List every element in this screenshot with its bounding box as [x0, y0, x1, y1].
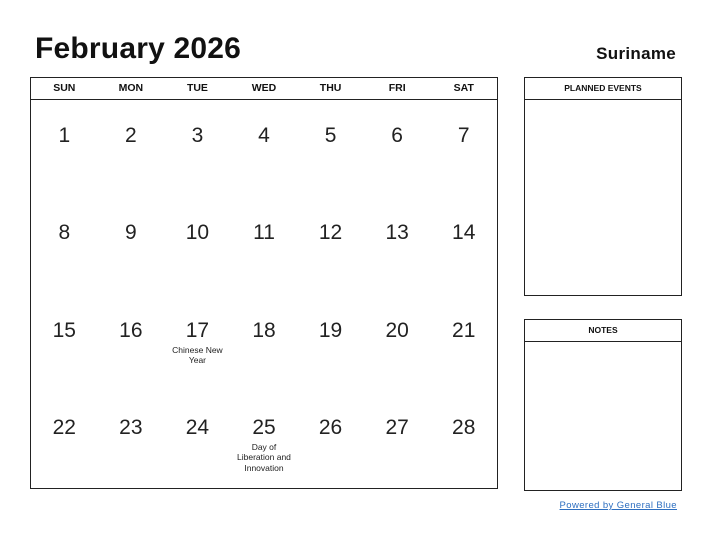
weekday-mon: MON — [118, 82, 144, 94]
day-number: 28 — [452, 415, 476, 439]
day-number: 9 — [125, 221, 137, 245]
day-cell — [98, 294, 165, 391]
day-number: 14 — [452, 221, 476, 245]
day-number: 24 — [185, 415, 210, 439]
holiday-label: Chinese New Year — [172, 344, 223, 365]
notes-panel — [524, 319, 682, 491]
day-cell — [364, 196, 431, 293]
day-cell — [164, 99, 231, 196]
weekday-wed: WED — [251, 82, 277, 94]
day-cell — [31, 391, 98, 488]
holiday-label: Day of Liberation and Innovation — [237, 441, 291, 473]
day-cell — [98, 391, 165, 488]
day-number: 19 — [318, 318, 343, 342]
day-cell — [231, 391, 298, 488]
day-cell — [31, 294, 98, 391]
day-cell — [231, 294, 298, 391]
day-number: 10 — [185, 221, 210, 245]
day-cell — [231, 99, 298, 196]
day-number: 25 — [252, 415, 276, 439]
day-number: 13 — [385, 221, 409, 245]
day-cell — [164, 196, 231, 293]
planned-events-heading: PLANNED EVENTS — [525, 78, 681, 100]
month-calendar — [30, 77, 498, 489]
day-cell — [364, 99, 431, 196]
notes-heading: NOTES — [525, 320, 681, 342]
weekday-header — [31, 78, 497, 100]
day-number: 2 — [125, 124, 137, 147]
day-number: 16 — [119, 318, 143, 342]
powered-by-link[interactable]: Powered by General Blue — [559, 500, 677, 511]
day-number: 6 — [391, 124, 403, 147]
weekday-tue: TUE — [186, 82, 208, 94]
day-number: 12 — [318, 221, 343, 245]
day-number: 20 — [385, 318, 409, 342]
day-number: 26 — [318, 415, 343, 439]
day-number: 27 — [385, 415, 409, 439]
weekday-thu: THU — [319, 82, 342, 94]
planned-events-panel — [524, 77, 682, 296]
day-cell — [98, 99, 165, 196]
weekday-sat: SAT — [453, 82, 474, 94]
day-cell — [98, 196, 165, 293]
day-number: 3 — [191, 124, 204, 147]
day-cell — [231, 196, 298, 293]
day-cell — [297, 294, 364, 391]
day-number: 1 — [58, 124, 71, 147]
calendar-title: February 2026 — [35, 32, 242, 65]
day-cell — [430, 391, 497, 488]
day-cell — [164, 391, 231, 488]
day-cell — [297, 196, 364, 293]
day-number: 11 — [253, 221, 275, 245]
day-cell — [297, 391, 364, 488]
day-number: 21 — [452, 318, 476, 342]
day-number: 23 — [119, 415, 143, 439]
day-cell — [364, 294, 431, 391]
day-cell — [164, 294, 231, 391]
day-number: 15 — [52, 318, 76, 342]
day-cell — [364, 391, 431, 488]
weekday-sun: SUN — [53, 82, 76, 94]
weekday-fri: FRI — [388, 82, 406, 94]
day-cell — [31, 196, 98, 293]
day-number: 17 — [185, 318, 210, 342]
day-number: 5 — [324, 124, 337, 147]
day-number: 18 — [252, 318, 276, 342]
day-cell — [430, 196, 497, 293]
day-cell — [297, 99, 364, 196]
day-number: 4 — [258, 124, 270, 147]
day-number: 7 — [457, 124, 470, 147]
day-number: 8 — [58, 221, 71, 245]
day-number: 22 — [52, 415, 76, 439]
day-cell — [430, 99, 497, 196]
day-grid — [31, 99, 497, 488]
country-label: Suriname — [596, 44, 676, 63]
day-cell — [31, 99, 98, 196]
day-cell — [430, 294, 497, 391]
